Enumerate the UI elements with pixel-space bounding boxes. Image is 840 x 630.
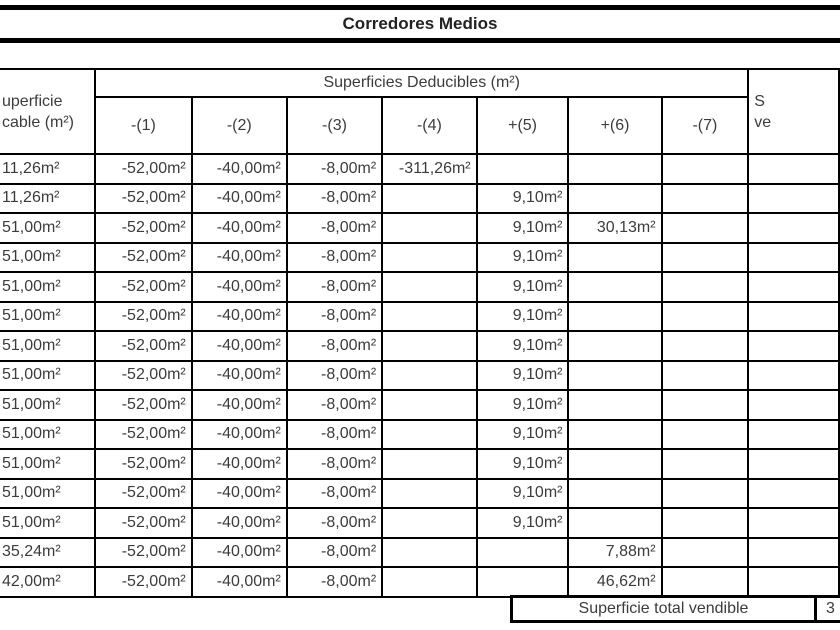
cell-deducible: -40,00m² bbox=[192, 184, 287, 214]
column-header: -(2) bbox=[192, 97, 287, 154]
column-header: +(5) bbox=[477, 97, 569, 154]
table-row bbox=[0, 272, 839, 302]
cell-deducible bbox=[382, 331, 476, 361]
cell-deducible bbox=[568, 272, 661, 302]
cell-deducible: -52,00m² bbox=[95, 390, 192, 420]
cell-deducible: -8,00m² bbox=[287, 243, 382, 273]
table-row bbox=[0, 331, 839, 361]
cell-deducible bbox=[568, 420, 661, 450]
cell-superficie: 51,00m² bbox=[0, 508, 95, 538]
cell-superficie: 11,26m² bbox=[0, 184, 95, 214]
cell-deducible bbox=[382, 272, 476, 302]
cell-deducible: -40,00m² bbox=[192, 302, 287, 332]
column-header: -(7) bbox=[662, 97, 749, 154]
cell-vendible bbox=[748, 331, 839, 361]
cell-deducible: -40,00m² bbox=[192, 390, 287, 420]
cell-deducible: -8,00m² bbox=[287, 479, 382, 509]
cell-deducible bbox=[382, 538, 476, 568]
cell-deducible: -40,00m² bbox=[192, 361, 287, 391]
cell-deducible: -311,26m² bbox=[382, 154, 476, 184]
cell-deducible: -52,00m² bbox=[95, 331, 192, 361]
table-row bbox=[0, 302, 839, 332]
cell-deducible: 9,10m² bbox=[477, 184, 569, 214]
cell-deducible bbox=[662, 272, 749, 302]
cell-deducible: -40,00m² bbox=[192, 420, 287, 450]
table-row bbox=[0, 420, 839, 450]
cell-deducible: 30,13m² bbox=[568, 213, 661, 243]
cell-deducible: -8,00m² bbox=[287, 302, 382, 332]
cell-deducible bbox=[662, 361, 749, 391]
table-row bbox=[0, 508, 839, 538]
cell-deducible bbox=[662, 184, 749, 214]
cell-deducible: -8,00m² bbox=[287, 331, 382, 361]
cell-deducible bbox=[382, 184, 476, 214]
table-body bbox=[0, 154, 839, 597]
cell-deducible bbox=[662, 449, 749, 479]
cell-vendible bbox=[748, 449, 839, 479]
cell-deducible bbox=[568, 331, 661, 361]
cell-deducible: -8,00m² bbox=[287, 184, 382, 214]
cell-vendible bbox=[748, 184, 839, 214]
total-value: 3 bbox=[814, 598, 840, 620]
cell-deducible bbox=[382, 243, 476, 273]
table-row bbox=[0, 154, 839, 184]
cell-deducible bbox=[477, 154, 569, 184]
cell-vendible bbox=[748, 213, 839, 243]
cell-deducible: -52,00m² bbox=[95, 272, 192, 302]
cell-deducible bbox=[477, 567, 569, 597]
cell-deducible bbox=[662, 243, 749, 273]
cell-deducible: -8,00m² bbox=[287, 154, 382, 184]
cell-deducible: -52,00m² bbox=[95, 567, 192, 597]
table-row bbox=[0, 213, 839, 243]
left-column-header bbox=[0, 69, 95, 154]
cell-deducible bbox=[568, 243, 661, 273]
cell-deducible bbox=[568, 508, 661, 538]
cell-deducible: 9,10m² bbox=[477, 508, 569, 538]
cell-deducible: -52,00m² bbox=[95, 508, 192, 538]
cell-deducible: -8,00m² bbox=[287, 390, 382, 420]
cell-superficie: 51,00m² bbox=[0, 213, 95, 243]
cell-vendible bbox=[748, 361, 839, 391]
cell-deducible bbox=[662, 390, 749, 420]
cell-deducible: 9,10m² bbox=[477, 449, 569, 479]
cell-deducible: -8,00m² bbox=[287, 213, 382, 243]
table-row bbox=[0, 479, 839, 509]
cell-deducible bbox=[568, 184, 661, 214]
cell-vendible bbox=[748, 479, 839, 509]
cell-deducible bbox=[382, 213, 476, 243]
cell-deducible: -8,00m² bbox=[287, 272, 382, 302]
cell-superficie: 51,00m² bbox=[0, 449, 95, 479]
cell-superficie: 51,00m² bbox=[0, 302, 95, 332]
cell-deducible bbox=[662, 479, 749, 509]
cell-deducible: -8,00m² bbox=[287, 567, 382, 597]
cell-deducible: -52,00m² bbox=[95, 479, 192, 509]
cell-deducible bbox=[382, 449, 476, 479]
cell-deducible bbox=[568, 302, 661, 332]
cell-deducible: 9,10m² bbox=[477, 213, 569, 243]
cell-deducible: -8,00m² bbox=[287, 449, 382, 479]
table-row bbox=[0, 361, 839, 391]
cell-deducible bbox=[382, 302, 476, 332]
cell-deducible: -40,00m² bbox=[192, 272, 287, 302]
cell-deducible bbox=[477, 538, 569, 568]
right-header-line1: S bbox=[754, 92, 765, 110]
cell-deducible bbox=[382, 479, 476, 509]
total-label: Superficie total vendible bbox=[578, 600, 749, 617]
cell-superficie: 11,26m² bbox=[0, 154, 95, 184]
total-row bbox=[510, 595, 840, 623]
cell-deducible: -8,00m² bbox=[287, 538, 382, 568]
group-header: Superficies Deducibles (m²) bbox=[95, 69, 748, 97]
cell-deducible: -40,00m² bbox=[192, 508, 287, 538]
cell-superficie: 51,00m² bbox=[0, 243, 95, 273]
page-title: Corredores Medios bbox=[342, 14, 498, 33]
cell-deducible: 46,62m² bbox=[568, 567, 661, 597]
cell-deducible: 7,88m² bbox=[568, 538, 661, 568]
cell-vendible bbox=[748, 420, 839, 450]
cell-deducible bbox=[568, 449, 661, 479]
surfaces-table bbox=[0, 68, 840, 598]
cell-deducible bbox=[382, 508, 476, 538]
header-row-group bbox=[0, 69, 839, 97]
header-row-columns bbox=[0, 97, 839, 154]
cell-vendible bbox=[748, 243, 839, 273]
cell-deducible: 9,10m² bbox=[477, 243, 569, 273]
left-header-line1: uperficie bbox=[2, 92, 63, 110]
cell-deducible: -40,00m² bbox=[192, 567, 287, 597]
cell-vendible bbox=[748, 390, 839, 420]
cell-deducible: -52,00m² bbox=[95, 361, 192, 391]
column-header: +(6) bbox=[568, 97, 661, 154]
table-row bbox=[0, 184, 839, 214]
cell-deducible: -40,00m² bbox=[192, 479, 287, 509]
cell-superficie: 51,00m² bbox=[0, 420, 95, 450]
cell-deducible: -40,00m² bbox=[192, 331, 287, 361]
cell-deducible bbox=[568, 154, 661, 184]
left-header-line2: cable (m²) bbox=[2, 113, 75, 131]
cell-deducible: -8,00m² bbox=[287, 361, 382, 391]
table-row bbox=[0, 538, 839, 568]
cell-deducible: -40,00m² bbox=[192, 243, 287, 273]
cell-vendible bbox=[748, 567, 839, 597]
cell-deducible: 9,10m² bbox=[477, 390, 569, 420]
cell-superficie: 51,00m² bbox=[0, 479, 95, 509]
cell-vendible bbox=[748, 272, 839, 302]
cell-deducible: -8,00m² bbox=[287, 508, 382, 538]
cell-deducible bbox=[568, 361, 661, 391]
cell-deducible bbox=[662, 331, 749, 361]
cell-superficie: 35,24m² bbox=[0, 538, 95, 568]
table-row bbox=[0, 567, 839, 597]
main-table bbox=[0, 68, 840, 598]
cell-vendible bbox=[748, 154, 839, 184]
cell-deducible: 9,10m² bbox=[477, 479, 569, 509]
cell-deducible: -52,00m² bbox=[95, 449, 192, 479]
cell-deducible: -40,00m² bbox=[192, 538, 287, 568]
cell-deducible bbox=[382, 420, 476, 450]
cell-deducible: -52,00m² bbox=[95, 420, 192, 450]
cell-deducible: -52,00m² bbox=[95, 538, 192, 568]
cell-deducible bbox=[568, 479, 661, 509]
cell-deducible: -52,00m² bbox=[95, 213, 192, 243]
cell-deducible: 9,10m² bbox=[477, 302, 569, 332]
cell-deducible: -52,00m² bbox=[95, 154, 192, 184]
cell-deducible bbox=[382, 361, 476, 391]
cell-vendible bbox=[748, 538, 839, 568]
cell-deducible: -8,00m² bbox=[287, 420, 382, 450]
cell-deducible bbox=[662, 538, 749, 568]
title-bar bbox=[0, 5, 840, 43]
cell-deducible: 9,10m² bbox=[477, 272, 569, 302]
cell-superficie: 51,00m² bbox=[0, 331, 95, 361]
column-header: -(4) bbox=[382, 97, 476, 154]
cell-deducible bbox=[662, 567, 749, 597]
cell-superficie: 51,00m² bbox=[0, 361, 95, 391]
cell-deducible: 9,10m² bbox=[477, 361, 569, 391]
cell-deducible bbox=[662, 302, 749, 332]
cell-deducible: -40,00m² bbox=[192, 213, 287, 243]
cell-superficie: 51,00m² bbox=[0, 272, 95, 302]
cell-deducible bbox=[662, 508, 749, 538]
cell-deducible: 9,10m² bbox=[477, 420, 569, 450]
cell-deducible bbox=[568, 390, 661, 420]
cell-deducible: -52,00m² bbox=[95, 243, 192, 273]
cell-deducible: -52,00m² bbox=[95, 184, 192, 214]
table-row bbox=[0, 243, 839, 273]
cell-vendible bbox=[748, 508, 839, 538]
table-row bbox=[0, 390, 839, 420]
cell-superficie: 42,00m² bbox=[0, 567, 95, 597]
cell-deducible: -40,00m² bbox=[192, 154, 287, 184]
column-header: -(3) bbox=[287, 97, 382, 154]
right-column-header bbox=[748, 69, 839, 154]
cell-deducible bbox=[382, 567, 476, 597]
cell-deducible: -52,00m² bbox=[95, 302, 192, 332]
cell-deducible bbox=[662, 154, 749, 184]
cell-superficie: 51,00m² bbox=[0, 390, 95, 420]
cell-deducible bbox=[662, 420, 749, 450]
cell-deducible: 9,10m² bbox=[477, 331, 569, 361]
right-header-line2: ve bbox=[754, 113, 772, 131]
cell-deducible bbox=[662, 213, 749, 243]
table-row bbox=[0, 449, 839, 479]
cell-deducible: -40,00m² bbox=[192, 449, 287, 479]
column-header: -(1) bbox=[95, 97, 192, 154]
cell-deducible bbox=[382, 390, 476, 420]
cell-vendible bbox=[748, 302, 839, 332]
